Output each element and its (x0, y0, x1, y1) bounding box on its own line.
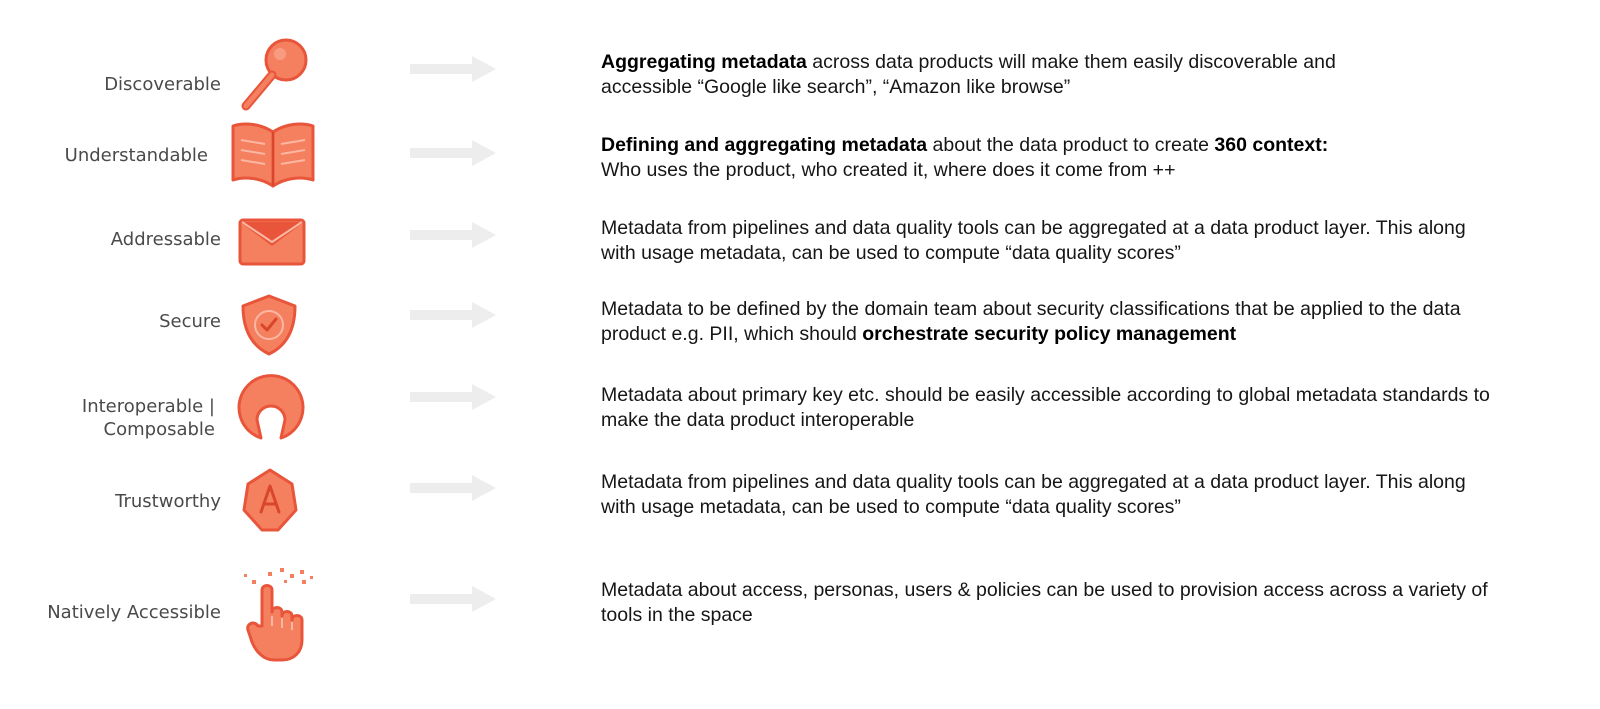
desc-text: Metadata to be defined by the domain team about security classifications that be applied to the data (601, 298, 1461, 320)
arrow-connector (410, 302, 496, 328)
description-discoverable (601, 50, 1561, 99)
description-natively-accessible (601, 578, 1561, 627)
pointing-hand-icon (240, 566, 320, 664)
open-book-icon (227, 118, 319, 194)
desc-text: across data products will make them easily discoverable and (806, 51, 1336, 73)
description-trustworthy (601, 470, 1561, 519)
label-interoperable: Interoperable | (81, 396, 215, 417)
desc-text: tools in the space (601, 603, 753, 626)
shield-check-icon (238, 292, 300, 358)
magnifier-icon (236, 32, 318, 114)
label-understandable: Understandable (64, 145, 208, 166)
desc-text: accessible “Google like search”, “Amazon like browse” (601, 75, 1071, 98)
description-addressable (601, 216, 1561, 265)
description-interoperable (601, 383, 1561, 432)
desc-text: Metadata from pipelines and data quality tools can be aggregated at a data product layer. This along (601, 217, 1466, 239)
desc-text: with usage metadata, can be used to compute “data quality scores” (601, 495, 1181, 518)
label-addressable: Addressable (110, 229, 221, 250)
desc-text: with usage metadata, can be used to compute “data quality scores” (601, 241, 1181, 264)
arrow-connector (410, 586, 496, 612)
label-natively-accessible: Natively Accessible (47, 602, 221, 623)
arrow-connector (410, 140, 496, 166)
desc-text: Metadata about access, personas, users & policies can be used to provision access across a variety of (601, 579, 1488, 601)
desc-bold: 360 context: (1214, 134, 1329, 156)
desc-bold: Defining and aggregating metadata (601, 134, 928, 156)
desc-text: product e.g. PII, which should (601, 322, 863, 345)
arrow-connector (410, 56, 496, 82)
arrow-connector (410, 475, 496, 501)
desc-bold: orchestrate security policy management (862, 322, 1237, 345)
arrow-connector (410, 222, 496, 248)
description-secure (601, 297, 1561, 346)
desc-bold: Aggregating metadata (601, 51, 807, 73)
label-composable: Composable (103, 419, 215, 440)
desc-text: Metadata about primary key etc. should be easily accessible according to global metadata standards to (601, 384, 1490, 406)
label-trustworthy: Trustworthy (115, 491, 221, 512)
desc-text: about the data product to create (927, 134, 1215, 156)
open-source-icon (233, 372, 309, 448)
label-secure: Secure (159, 311, 221, 332)
desc-text: Metadata from pipelines and data quality tools can be aggregated at a data product layer. This along (601, 471, 1466, 493)
desc-text: Who uses the product, who created it, where does it come from ++ (601, 158, 1176, 181)
description-understandable (601, 133, 1561, 182)
label-discoverable: Discoverable (104, 74, 221, 95)
arrow-connector (410, 384, 496, 410)
badge-a-icon (238, 466, 302, 536)
desc-text: make the data product interoperable (601, 408, 915, 431)
envelope-icon (236, 214, 308, 270)
